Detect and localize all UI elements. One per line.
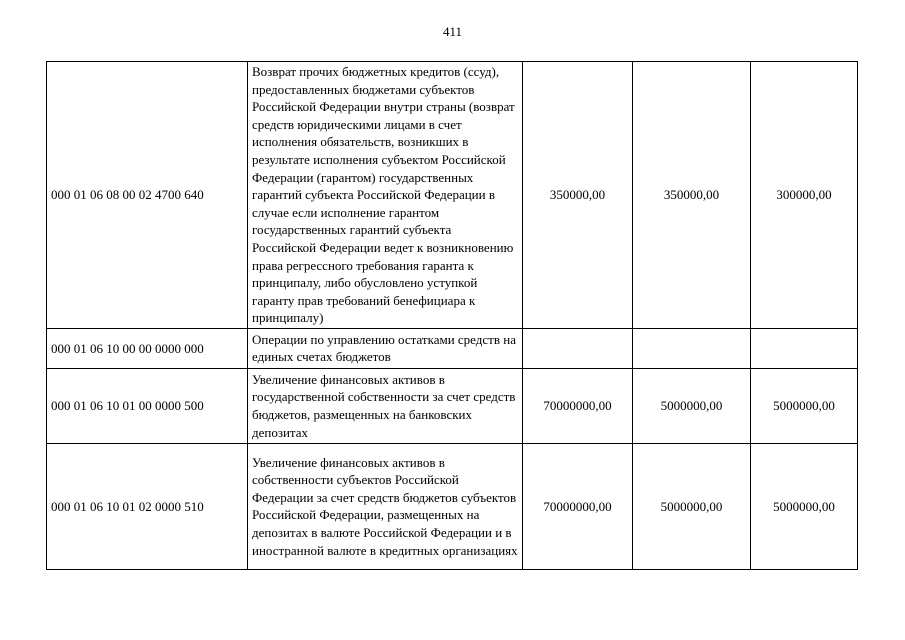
value-cell-3: 5000000,00 bbox=[751, 443, 858, 569]
page-number: 411 bbox=[442, 24, 463, 39]
value-cell-2: 5000000,00 bbox=[633, 443, 751, 569]
value-cell-3 bbox=[751, 328, 858, 368]
budget-code-cell: 000 01 06 10 00 00 0000 000 bbox=[47, 328, 248, 368]
description-cell: Операции по управлению остатками средств на единых счетах бюджетов bbox=[248, 328, 523, 368]
value-cell-1: 70000000,00 bbox=[523, 443, 633, 569]
description-cell: Увеличение финансовых активов в собственности субъектов Российской Федерации за счет средств бюджетов субъектов Российской Федерации, размещенных на депозитах в валюте Российской Федерации и в иностранной валюте в кредитных организациях bbox=[248, 443, 523, 569]
value-cell-1: 70000000,00 bbox=[523, 368, 633, 443]
table-row bbox=[47, 62, 858, 329]
table-row bbox=[47, 443, 858, 569]
table-row bbox=[47, 328, 858, 368]
budget-table bbox=[46, 61, 858, 570]
value-cell-2: 350000,00 bbox=[633, 62, 751, 329]
value-cell-1: 350000,00 bbox=[523, 62, 633, 329]
value-cell-3: 5000000,00 bbox=[751, 368, 858, 443]
value-cell-2 bbox=[633, 328, 751, 368]
budget-code-cell: 000 01 06 08 00 02 4700 640 bbox=[47, 62, 248, 329]
value-cell-1 bbox=[523, 328, 633, 368]
value-cell-3: 300000,00 bbox=[751, 62, 858, 329]
description-cell: Возврат прочих бюджетных кредитов (ссуд), предоставленных бюджетами субъектов Российской Федерации внутри страны (возврат средств юридическими лицами в счет исполнения обязательств, возникших в результате исполнения субъектом Российской Федерации (гарантом) государственных гарантий субъекта Российской Федерации в случае если исполнение гарантом государственных гарантий субъекта Российской Федерации ведет к возникновению права регрессного требования гаранта к принципалу, либо обусловлено уступкой гаранту прав требований бенефициара к принципалу) bbox=[248, 62, 523, 329]
description-cell: Увеличение финансовых активов в государственной собственности за счет средств бюджетов, размещенных на банковских депозитах bbox=[248, 368, 523, 443]
value-cell-2: 5000000,00 bbox=[633, 368, 751, 443]
budget-code-cell: 000 01 06 10 01 00 0000 500 bbox=[47, 368, 248, 443]
table-row bbox=[47, 368, 858, 443]
budget-code-cell: 000 01 06 10 01 02 0000 510 bbox=[47, 443, 248, 569]
